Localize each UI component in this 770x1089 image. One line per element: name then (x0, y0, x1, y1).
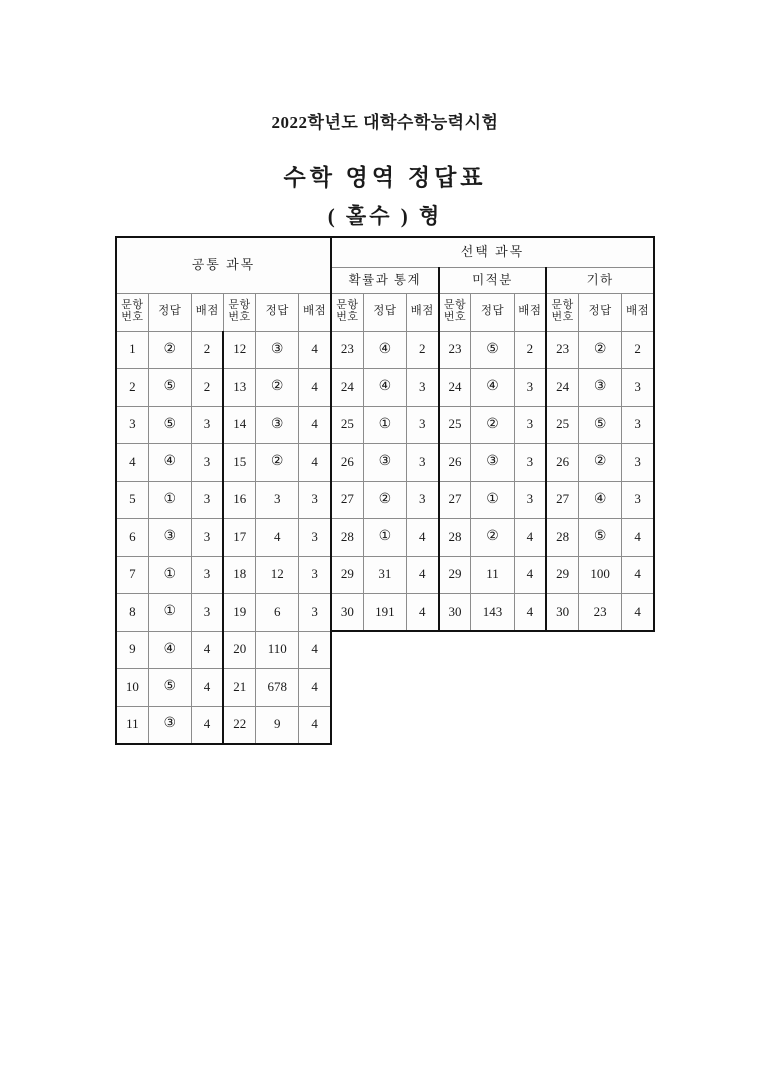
cell-answer: ③ (363, 444, 406, 482)
cell-question-number: 15 (223, 444, 255, 482)
cell-points: 3 (191, 594, 223, 632)
cell-question-number: 30 (546, 594, 578, 632)
group-header-common: 공통 과목 (116, 237, 331, 293)
cell-question-number: 30 (439, 594, 471, 632)
cell-answer: 9 (256, 706, 299, 744)
cell-answer: ② (363, 481, 406, 519)
cell-question-number: 21 (223, 669, 255, 707)
cell-question-number: 28 (331, 519, 363, 557)
cell-points: 4 (299, 631, 331, 669)
cell-question-number: 25 (331, 406, 363, 444)
cell-answer: 678 (256, 669, 299, 707)
cell-question-number: 24 (331, 369, 363, 407)
cell-question-number: 10 (116, 669, 148, 707)
cell-points: 4 (622, 556, 654, 594)
cell-question-number: 26 (439, 444, 471, 482)
table-row (116, 556, 654, 594)
cell-answer: 3 (256, 481, 299, 519)
column-header-points: 배점 (299, 293, 331, 331)
cell-points: 4 (622, 594, 654, 632)
cell-points: 3 (622, 481, 654, 519)
table-row (116, 594, 654, 632)
cell-answer: ⑤ (148, 406, 191, 444)
cell-answer: 6 (256, 594, 299, 632)
cell-answer: ② (471, 406, 514, 444)
cell-points: 4 (622, 519, 654, 557)
cell-points: 4 (406, 556, 438, 594)
cell-answer: ① (363, 519, 406, 557)
cell-answer: ③ (148, 706, 191, 744)
cell-points: 3 (514, 444, 546, 482)
column-header-points: 배점 (514, 293, 546, 331)
cell-answer: ④ (471, 369, 514, 407)
cell-points: 3 (191, 519, 223, 557)
cell-points: 2 (191, 369, 223, 407)
column-header-answer: 정답 (363, 293, 406, 331)
cell-points: 3 (622, 444, 654, 482)
table-row (116, 481, 654, 519)
column-header-answer: 정답 (579, 293, 622, 331)
column-header-question-number: 문항 번호 (223, 293, 255, 331)
subject-header-2: 미적분 (439, 267, 547, 293)
cell-question-number: 27 (439, 481, 471, 519)
column-header-question-number: 문항 번호 (546, 293, 578, 331)
cell-points: 3 (622, 406, 654, 444)
cell-points: 3 (622, 369, 654, 407)
cell-question-number: 26 (331, 444, 363, 482)
cell-empty (331, 669, 654, 707)
cell-question-number: 27 (546, 481, 578, 519)
cell-points: 3 (299, 556, 331, 594)
column-header-answer: 정답 (471, 293, 514, 331)
cell-answer: 143 (471, 594, 514, 632)
cell-answer: 191 (363, 594, 406, 632)
cell-answer: ② (471, 519, 514, 557)
exam-year-title: 2022학년도 대학수학능력시험 (271, 113, 499, 132)
cell-empty (331, 631, 654, 669)
cell-answer: ① (148, 594, 191, 632)
cell-points: 4 (299, 331, 331, 369)
table-row (116, 706, 654, 744)
cell-points: 4 (406, 519, 438, 557)
cell-points: 3 (191, 444, 223, 482)
table-row (116, 331, 654, 369)
cell-question-number: 22 (223, 706, 255, 744)
cell-answer: ① (471, 481, 514, 519)
cell-answer: ① (148, 481, 191, 519)
cell-answer: ④ (148, 631, 191, 669)
cell-question-number: 26 (546, 444, 578, 482)
cell-question-number: 3 (116, 406, 148, 444)
cell-answer: ③ (256, 406, 299, 444)
cell-answer: ④ (363, 369, 406, 407)
cell-points: 3 (299, 481, 331, 519)
cell-answer: 23 (579, 594, 622, 632)
cell-answer: ② (579, 444, 622, 482)
document-titles (0, 108, 770, 230)
cell-question-number: 29 (439, 556, 471, 594)
table-column-header-row (116, 293, 654, 331)
cell-points: 4 (191, 669, 223, 707)
cell-question-number: 12 (223, 331, 255, 369)
column-header-question-number: 문항 번호 (331, 293, 363, 331)
cell-points: 3 (514, 369, 546, 407)
column-header-answer: 정답 (256, 293, 299, 331)
answer-key-table-wrapper (115, 236, 655, 745)
cell-question-number: 23 (331, 331, 363, 369)
column-header-points: 배점 (406, 293, 438, 331)
cell-points: 4 (299, 369, 331, 407)
cell-points: 3 (406, 369, 438, 407)
cell-points: 3 (406, 481, 438, 519)
cell-points: 4 (299, 706, 331, 744)
group-header-elective: 선택 과목 (331, 237, 654, 267)
cell-empty (331, 706, 654, 744)
page-title: 수학 영역 정답표 (283, 165, 487, 190)
cell-answer: 110 (256, 631, 299, 669)
cell-answer: 4 (256, 519, 299, 557)
cell-question-number: 20 (223, 631, 255, 669)
subject-header-3: 기하 (546, 267, 654, 293)
table-row (116, 669, 654, 707)
cell-question-number: 28 (439, 519, 471, 557)
cell-answer: ① (363, 406, 406, 444)
cell-question-number: 2 (116, 369, 148, 407)
cell-points: 3 (191, 406, 223, 444)
cell-question-number: 4 (116, 444, 148, 482)
cell-question-number: 16 (223, 481, 255, 519)
table-row (116, 406, 654, 444)
cell-question-number: 13 (223, 369, 255, 407)
column-header-points: 배점 (622, 293, 654, 331)
cell-question-number: 28 (546, 519, 578, 557)
cell-question-number: 25 (546, 406, 578, 444)
cell-question-number: 24 (546, 369, 578, 407)
table-row (116, 631, 654, 669)
cell-answer: ② (148, 331, 191, 369)
cell-points: 4 (191, 706, 223, 744)
cell-question-number: 29 (331, 556, 363, 594)
cell-question-number: 5 (116, 481, 148, 519)
cell-answer: ⑤ (148, 369, 191, 407)
column-header-question-number: 문항 번호 (116, 293, 148, 331)
column-header-points: 배점 (191, 293, 223, 331)
table-row (116, 519, 654, 557)
column-header-answer: 정답 (148, 293, 191, 331)
cell-question-number: 14 (223, 406, 255, 444)
cell-points: 3 (299, 594, 331, 632)
cell-points: 3 (514, 406, 546, 444)
exam-form-type: ( 홀수 ) 형 (327, 204, 443, 228)
cell-question-number: 24 (439, 369, 471, 407)
cell-points: 4 (406, 594, 438, 632)
subject-header-1: 확률과 통계 (331, 267, 439, 293)
cell-question-number: 23 (546, 331, 578, 369)
cell-answer: ④ (579, 481, 622, 519)
cell-question-number: 8 (116, 594, 148, 632)
cell-points: 4 (299, 669, 331, 707)
cell-answer: ② (256, 369, 299, 407)
cell-points: 4 (514, 556, 546, 594)
cell-points: 3 (299, 519, 331, 557)
cell-points: 4 (514, 594, 546, 632)
cell-answer: 31 (363, 556, 406, 594)
cell-question-number: 11 (116, 706, 148, 744)
cell-answer: ① (148, 556, 191, 594)
cell-answer: ⑤ (579, 519, 622, 557)
cell-question-number: 19 (223, 594, 255, 632)
cell-question-number: 30 (331, 594, 363, 632)
cell-question-number: 27 (331, 481, 363, 519)
cell-points: 2 (406, 331, 438, 369)
cell-points: 2 (514, 331, 546, 369)
cell-points: 3 (191, 481, 223, 519)
cell-answer: ④ (148, 444, 191, 482)
cell-answer: ③ (256, 331, 299, 369)
cell-points: 2 (191, 331, 223, 369)
cell-answer: ④ (363, 331, 406, 369)
cell-points: 3 (406, 444, 438, 482)
cell-points: 4 (299, 444, 331, 482)
cell-answer: ⑤ (471, 331, 514, 369)
cell-answer: 12 (256, 556, 299, 594)
cell-points: 3 (406, 406, 438, 444)
cell-question-number: 1 (116, 331, 148, 369)
cell-answer: ③ (579, 369, 622, 407)
cell-answer: 11 (471, 556, 514, 594)
answer-key-table (115, 236, 655, 745)
cell-question-number: 25 (439, 406, 471, 444)
cell-points: 2 (622, 331, 654, 369)
cell-answer: ③ (471, 444, 514, 482)
cell-question-number: 23 (439, 331, 471, 369)
cell-points: 3 (514, 481, 546, 519)
cell-answer: ② (256, 444, 299, 482)
cell-question-number: 29 (546, 556, 578, 594)
column-header-question-number: 문항 번호 (439, 293, 471, 331)
cell-answer: ⑤ (579, 406, 622, 444)
cell-question-number: 9 (116, 631, 148, 669)
table-group-header-row (116, 237, 654, 267)
cell-question-number: 18 (223, 556, 255, 594)
cell-points: 4 (299, 406, 331, 444)
table-row (116, 369, 654, 407)
cell-points: 4 (191, 631, 223, 669)
cell-question-number: 17 (223, 519, 255, 557)
cell-answer: ③ (148, 519, 191, 557)
cell-points: 3 (191, 556, 223, 594)
cell-question-number: 6 (116, 519, 148, 557)
cell-question-number: 7 (116, 556, 148, 594)
table-row (116, 444, 654, 482)
cell-answer: 100 (579, 556, 622, 594)
cell-answer: ② (579, 331, 622, 369)
cell-points: 4 (514, 519, 546, 557)
cell-answer: ⑤ (148, 669, 191, 707)
